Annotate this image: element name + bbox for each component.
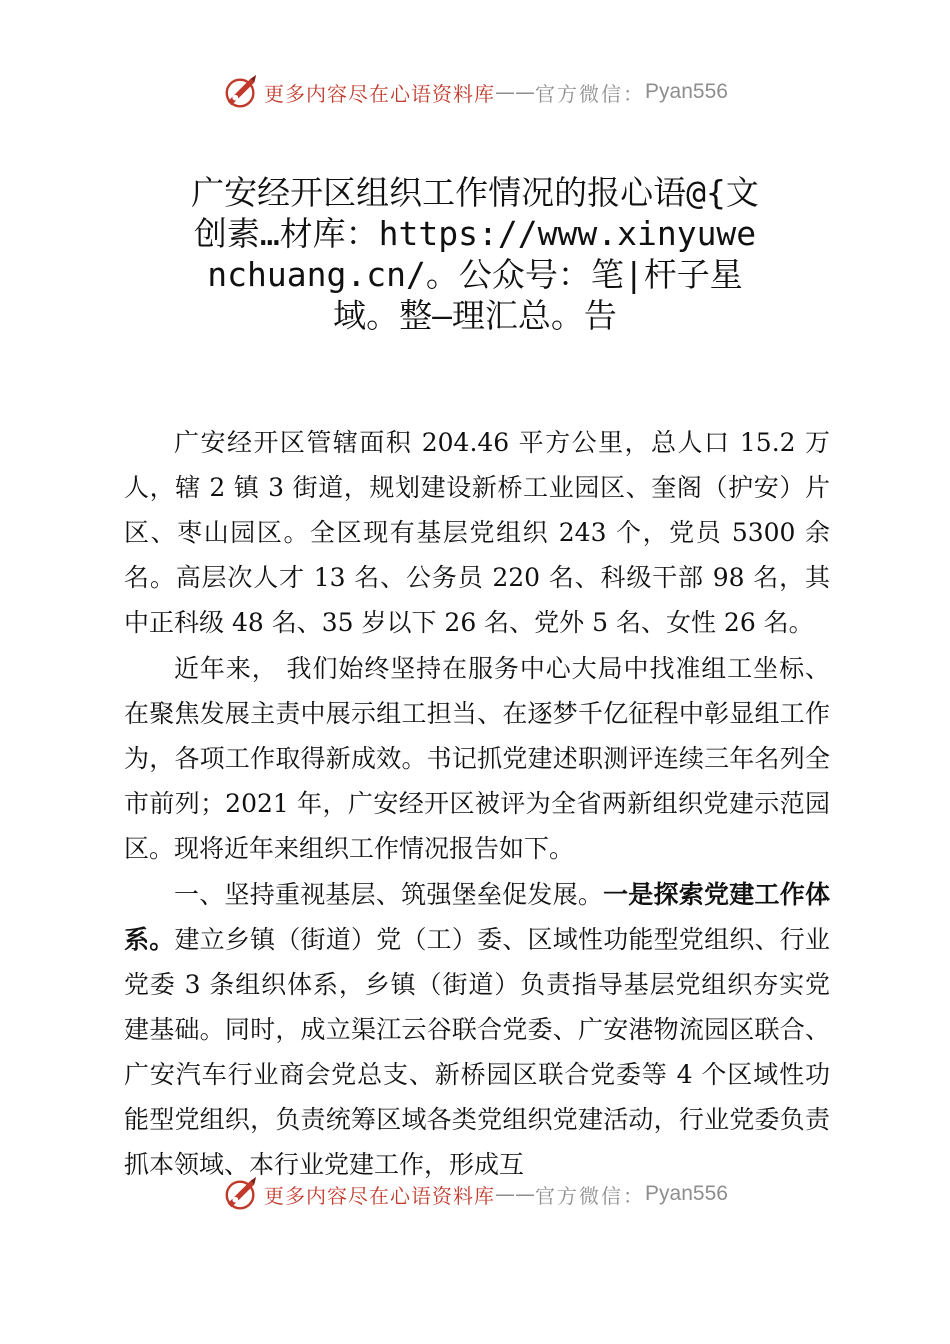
document-title: 广安经开区组织工作情况的报心语@{文创素…材库：https://www.xinyuwenchuang.cn/。公众号：笔|杆子星域。整—理汇总。告 xyxy=(191,173,759,335)
watermark-wechat-label: 官方微信： xyxy=(535,81,646,106)
brush-logo-icon xyxy=(222,73,260,111)
paragraph-intro: 近年来， 我们始终坚持在服务中心大局中找准组工坐标、在聚焦发展主责中展示组工担当、在逐梦千亿征程中彰显组工作为，各项工作取得新成效。书记抓党建述职测评连续三年名列全市前列；2021 年，广安经开区被评为全省两新组织党建示范园区。现将近年来组织工作情况报告如下。 xyxy=(124,654,830,863)
section-1-text: 建立乡镇（街道）党（工）委、区域性功能型党组织、行业党委 3 条组织体系，乡镇（街道）负责指导基层党组织夯实党建基础。同时，成立渠江云谷联合党委、广安港物流园区联合、广安汽车行业商会党总支、新桥园区联合党委等 4 个区域性功能型党组织，负责统筹区域各类党组织党建活动，行业党委负责抓本领域、本行业党建工作，形成互 xyxy=(124,925,830,1179)
watermark-banner-top xyxy=(0,72,950,112)
watermark-dash: —— xyxy=(495,1182,536,1206)
brush-logo-icon xyxy=(222,1175,260,1213)
watermark-text: 更多内容尽在心语资料库 xyxy=(264,1183,496,1208)
paragraph-section-1 xyxy=(124,872,830,1187)
watermark-wechat-id: Pyan556 xyxy=(645,1182,728,1205)
watermark-wechat-label: 官方微信： xyxy=(535,1183,646,1208)
watermark-dash: —— xyxy=(495,80,536,104)
document-body xyxy=(124,420,830,1188)
watermark-wechat-id: Pyan556 xyxy=(645,80,728,103)
paragraph-overview: 广安经开区管辖面积 204.46 平方公里，总人口 15.2 万人，辖 2 镇 3 街道，规划建设新桥工业园区、奎阁（护安）片区、枣山园区。全区现有基层党组织 243 个，党员 5300 余名。高层次人才 13 名、公务员 220 名、科级干部 98 名，其中正科级 48 名、35 岁以下 26 名、党外 5 名、女性 26 名。 xyxy=(124,428,830,637)
section-1-emphasis: 一是探索党建工作体系。 xyxy=(124,880,830,954)
section-1-heading: 一、坚持重视基层、筑强堡垒促发展。 xyxy=(174,880,604,909)
watermark-banner-bottom xyxy=(0,1174,950,1214)
watermark-text: 更多内容尽在心语资料库 xyxy=(264,81,496,106)
